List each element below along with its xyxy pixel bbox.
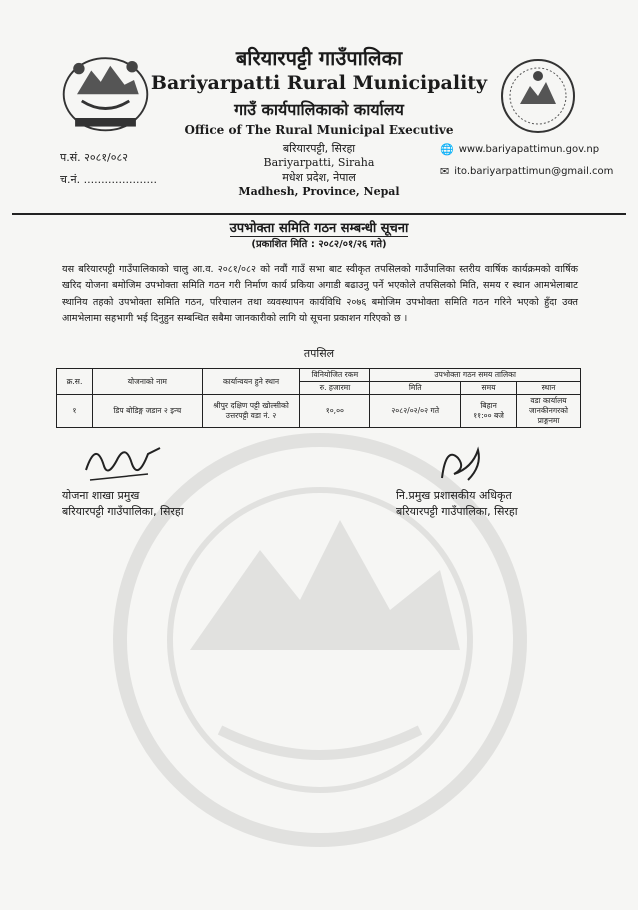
published-date: (प्रकाशित मिति : २०८२/०१/२६ गते) [251, 239, 387, 250]
globe-icon: 🌐 [440, 143, 454, 156]
left-signatory-title: योजना शाखा प्रमुख [62, 489, 140, 502]
email-link[interactable]: ito.bariyarpattimun@gmail.com [454, 166, 614, 177]
right-signature-icon [432, 438, 492, 488]
row-location: श्रीपुर दक्षिण पट्टी खोल्सीको उत्तरपट्टी वडा नं. २ [202, 395, 300, 428]
header-date: मिति [370, 382, 461, 395]
header-divider [12, 213, 626, 215]
header-time: समय [461, 382, 517, 395]
row-plan-name: डिप बोडिङ्ग जडान २ इन्च [92, 395, 202, 428]
header-schedule: उपभोक्ता गठन समय तालिका [370, 369, 581, 382]
right-signatory-org: बरियारपट्टी गाउँपालिका, सिरहा [396, 505, 518, 518]
notice-title [0, 218, 638, 236]
notice-title-text: उपभोक्ता समिति गठन सम्बन्धी सूचना [229, 221, 409, 236]
row-amount: १०,०० [300, 395, 370, 428]
header-amount: विनियोजित रकम [300, 369, 370, 382]
tapasil-heading: तपसिल [303, 347, 335, 360]
email-contact [440, 165, 613, 178]
dispatch-number: च.नं. ..................... [60, 173, 158, 186]
mail-icon: ✉ [440, 165, 450, 178]
municipality-name-np: बरियारपट्टी गाउँपालिका [235, 46, 403, 70]
website-contact [440, 143, 599, 156]
header-amount-unit: रु. हजारमा [300, 382, 370, 395]
municipality-name-en: Bariyarpatti Rural Municipality [150, 72, 488, 94]
reference-number: प.सं. २०८१/०८२ [60, 151, 128, 164]
office-name-np: गाउँ कार्यपालिकाको कार्यालय [234, 100, 404, 119]
address-np-2: मधेश प्रदेश, नेपाल [282, 171, 356, 184]
row-place: वडा कार्यालय जानकीनगरको प्राङ्गनमा [517, 395, 581, 428]
table-row [57, 395, 581, 428]
left-signatory-org: बरियारपट्टी गाउँपालिका, सिरहा [62, 505, 184, 518]
row-time-part2: ११:०० बजे [473, 411, 504, 420]
row-date: २०८२/०२/०२ गते [370, 395, 461, 428]
row-sn: १ [57, 395, 93, 428]
address-en-1: Bariyarpatti, Siraha [263, 156, 375, 169]
header-place: स्थान [517, 382, 581, 395]
right-signatory [396, 488, 518, 520]
left-signature-icon [78, 430, 168, 490]
address-np-1: बरियारपट्टी, सिरहा [282, 142, 356, 155]
left-signatory [62, 488, 184, 520]
address-en-2: Madhesh, Province, Nepal [238, 185, 400, 198]
row-time-part1: बिहान [480, 401, 497, 410]
notice-body: यस बरियारपट्टी गाउँपालिकाको चालु आ.व. २०८१/०८२ को नवौं गाउँ सभा बाट स्वीकृत तपसिलको गाउँपालिका स्तरीय वार्षिक कार्यक्रमको वार्षिक खरिद योजना बमोजिम उपभोक्ता समिति गठन गरी निर्माण कार्य प्रकिया अगाडी बढाउनु पर्ने भएकोले तपसिलको मिति, समय र स्थान आमभेलाबाट स्थानिय तहको उपभोक्ता समिति गठन, परिचालन तथा व्यवस्थापन कार्यविधि २०७६ बमोजिम उपभोक्ता समिति गठन गरिने भएको हुँदा उक्त आमभेलामा सहभागी भई दिनुहुन सम्बन्धित सबैमा जानकारीको लागि यो सूचना प्रकाशन गरिएको छ । [62, 264, 578, 325]
header-plan-name: योजनाको नाम [92, 369, 202, 395]
website-link[interactable]: www.bariyapattimun.gov.np [458, 144, 600, 155]
right-signatory-title: नि.प्रमुख प्रशासकीय अधिकृत [396, 489, 512, 502]
row-time [461, 395, 517, 428]
header-location: कार्यान्वयन हुने स्थान [202, 369, 300, 395]
header-sn: क्र.स. [57, 369, 93, 395]
schedule-table [56, 368, 581, 428]
office-name-en: Office of The Rural Municipal Executive [184, 123, 454, 137]
